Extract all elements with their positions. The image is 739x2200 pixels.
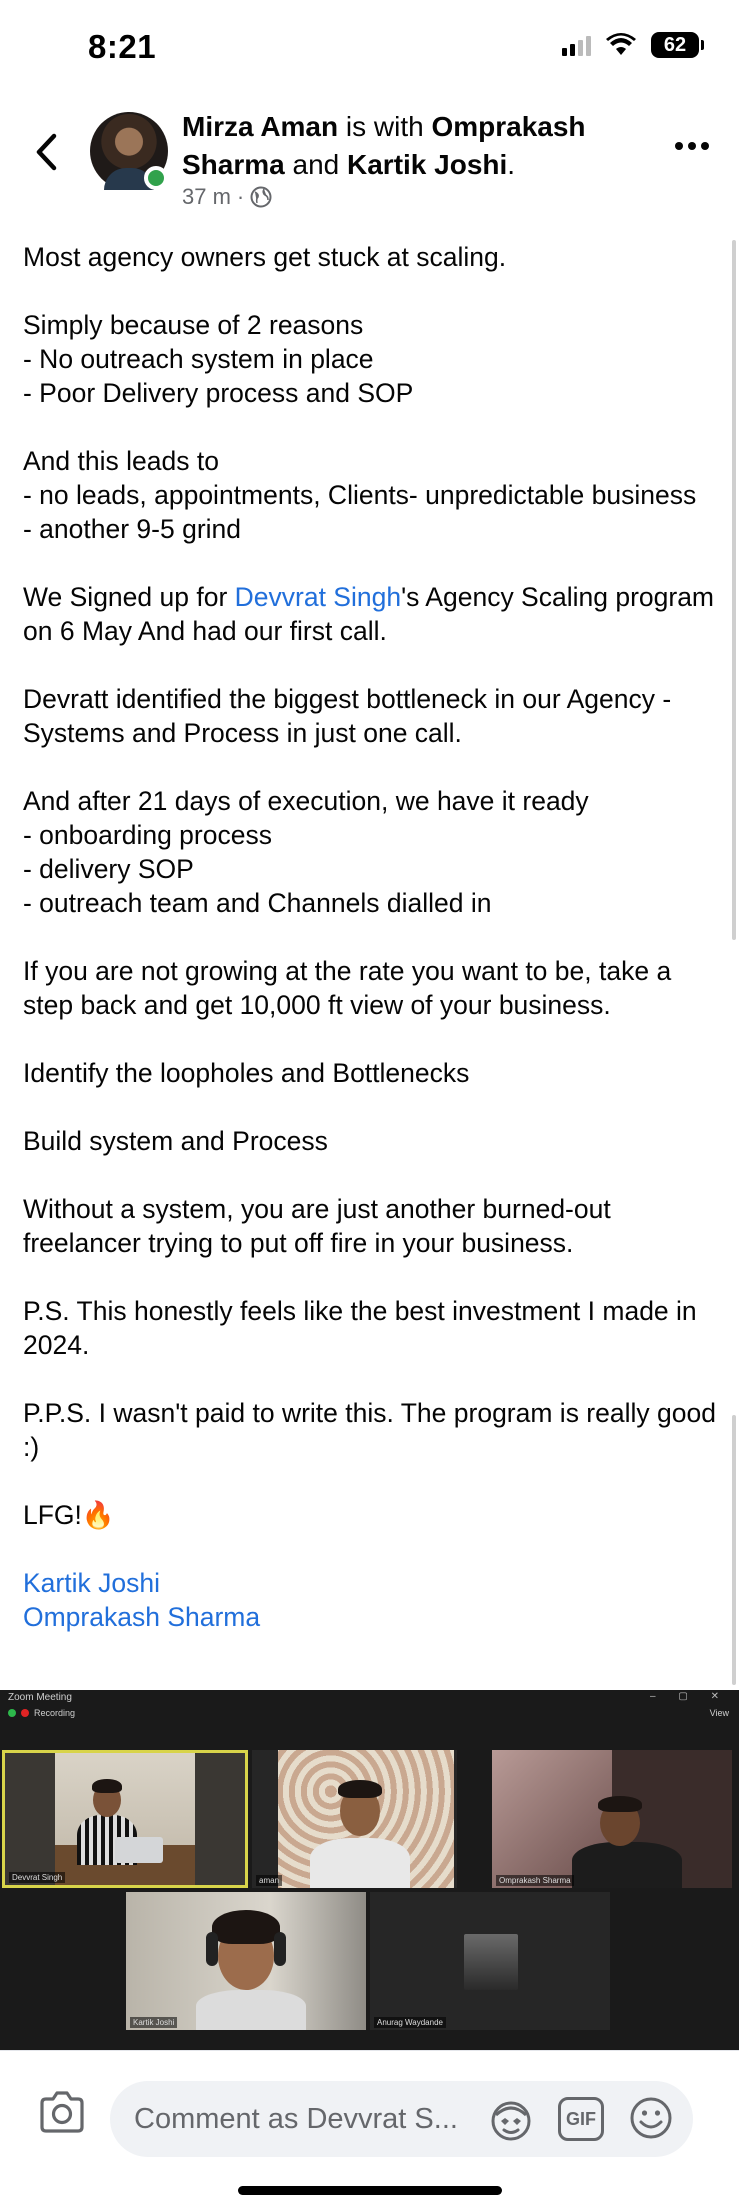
online-status-dot	[144, 166, 168, 190]
camera-icon[interactable]	[38, 2091, 86, 2133]
chevron-left-icon	[34, 132, 58, 172]
tagged-person-1[interactable]: Omprakash Sharma	[182, 111, 586, 180]
post-paragraph: Identify the loopholes and Bottlenecks	[23, 1058, 470, 1088]
participant-tile-anurag-waydande: Anurag Waydande	[370, 1892, 610, 2030]
scrollbar[interactable]	[732, 240, 736, 940]
zoom-window-title: Zoom Meeting	[8, 1692, 72, 1703]
tagged-person-2[interactable]: Kartik Joshi	[347, 149, 508, 180]
author-name[interactable]: Mirza Aman	[182, 111, 339, 142]
post-author-line: Mirza Aman is with Omprakash Sharma and Kartik Joshi.	[182, 111, 586, 180]
post-paragraph: If you are not growing at the rate you want to be, take a step back and get 10,000 ft view of your business.	[23, 956, 672, 1020]
post-paragraph: We Signed up for Devvrat Singh's Agency Scaling program on 6 May And had our first call.	[23, 582, 715, 646]
post-time[interactable]: 37 m	[182, 184, 231, 209]
post-image-zoom-meeting[interactable]: Zoom Meeting – ▢ ✕ Recording View Devvrat Singh aman Omprakash Sharma Kartik Joshi Anurag Waydande	[0, 1690, 739, 2050]
post-paragraph: Without a system, you are just another burned-out freelancer trying to put off fire in your business.	[23, 1194, 611, 1258]
mention-devvrat-singh[interactable]: Devvrat Singh	[234, 582, 402, 612]
post-paragraph: P.P.S. I wasn't paid to write this. The program is really good :)	[23, 1398, 716, 1462]
post-paragraph: Most agency owners get stuck at scaling.	[23, 242, 507, 272]
status-bar	[0, 0, 739, 100]
zoom-recording-indicator: Recording	[8, 1708, 75, 1718]
post-meta: 37 m ·	[182, 184, 272, 210]
status-icons	[562, 32, 699, 58]
tag-links	[23, 1566, 723, 1634]
comment-placeholder: Comment as Devvrat S...	[134, 2103, 458, 2135]
avatar-sticker-icon[interactable]	[488, 2097, 534, 2143]
globe-icon	[250, 186, 272, 208]
post-paragraph: Build system and Process	[23, 1126, 328, 1156]
participant-tile-devvrat-singh: Devvrat Singh	[2, 1750, 248, 1888]
post-paragraph: P.S. This honestly feels like the best investment I made in 2024.	[23, 1296, 697, 1360]
post-paragraph: LFG!🔥	[23, 1500, 115, 1530]
status-time: 8:21	[88, 28, 157, 65]
tag-link-omprakash-sharma[interactable]: Omprakash Sharma	[23, 1602, 261, 1632]
post-body	[23, 240, 723, 1634]
post-header	[0, 100, 739, 230]
more-options-button[interactable]	[675, 142, 709, 150]
post-paragraph: And after 21 days of execution, we have it ready - onboarding process - delivery SOP - outreach team and Channels dialled in	[23, 786, 589, 918]
emoji-icon[interactable]	[628, 2095, 674, 2141]
comment-input[interactable]	[110, 2081, 693, 2157]
home-indicator	[238, 2186, 502, 2195]
gif-button[interactable]: GIF	[558, 2097, 604, 2141]
zoom-view-label: View	[709, 1708, 729, 1718]
scrollbar-lower[interactable]	[732, 1415, 736, 1685]
tag-link-kartik-joshi[interactable]: Kartik Joshi	[23, 1568, 160, 1598]
battery-icon: 62	[651, 32, 699, 58]
participant-tile-aman: aman	[252, 1750, 457, 1888]
post-paragraph: Devratt identified the biggest bottleneck in our Agency - Systems and Process in just one call.	[23, 684, 672, 748]
post-paragraph: And this leads to - no leads, appointments, Clients- unpredictable business - another 9-5 grind	[23, 446, 697, 544]
participant-tile-kartik-joshi: Kartik Joshi	[126, 1892, 366, 2030]
comment-bar	[0, 2050, 739, 2200]
back-button[interactable]	[28, 130, 64, 174]
signal-icon	[562, 34, 591, 56]
participant-tile-omprakash-sharma: Omprakash Sharma	[492, 1750, 732, 1888]
post-paragraph: Simply because of 2 reasons - No outreach system in place - Poor Delivery process and SOP	[23, 310, 414, 408]
wifi-icon	[605, 33, 637, 57]
